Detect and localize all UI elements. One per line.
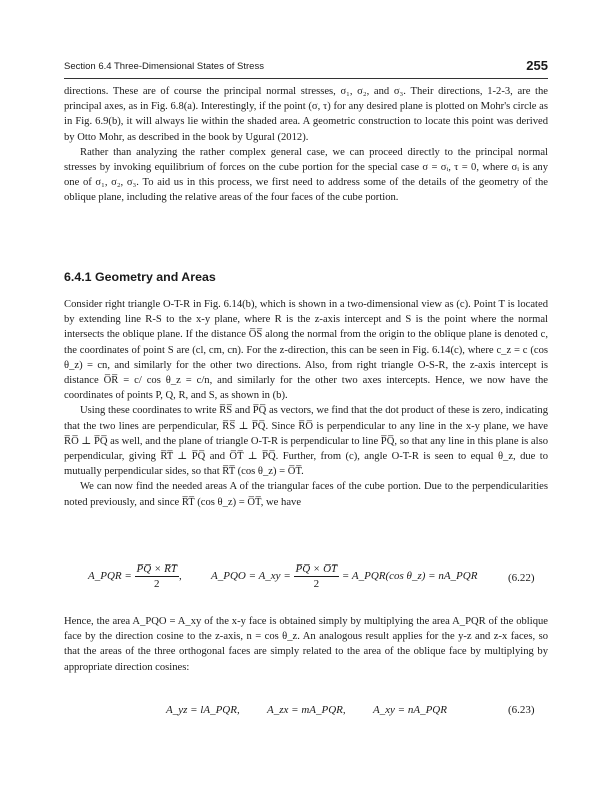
after-equation-text bbox=[64, 614, 548, 675]
eq622-frac2-den: 2 bbox=[313, 578, 320, 590]
top-text bbox=[64, 84, 548, 206]
page-number: 255 bbox=[526, 58, 548, 73]
equation-6-23 bbox=[166, 704, 447, 716]
equation-number-6-22: (6.22) bbox=[508, 572, 535, 584]
paragraph-2: Rather than analyzing the rather complex general case, we can proceed directly to the principal normal stresses by invoking equilibrium of forces on the cube portion for the special case σ = σᵢ, τ = 0, where σᵢ is any one of σ₁, σ₂, σ₃. To aid us in this process, we first need to address some of the details of the geometry of the oblique plane, including the relative areas of the four faces of the cube portion. bbox=[64, 146, 548, 204]
eq622-fraction-2 bbox=[294, 563, 340, 590]
eq622-lhs2: A_PQO = A_xy = bbox=[211, 570, 291, 583]
section-label: Section 6.4 Three-Dimensional States of Stress bbox=[64, 61, 264, 72]
geometry-text bbox=[64, 297, 548, 510]
eq623-part1: A_yz = lA_PQR, bbox=[166, 704, 240, 716]
paragraph-4: Using these coordinates to write R̅S̅ and P̅Q̅ as vectors, we find that the dot product of these is zero, indicating that the two lines are perpendicular, R̅S̅ ⊥ P̅Q̅. Since R̅O̅ is perpendicular to any line in the x-y plane, we have R̅O̅ ⊥ P̅Q̅ as well, and the plane of triangle O-T-R is perpendicular to line P̅Q̅, so that any line in this plane is also perpendicular, giving R̅T̅ ⊥ P̅Q̅ and O̅T̅ ⊥ P̅Q̅. Further, from (c), angle O-T-R is seen to equal θ_z, due to mutually perpendicular sides, so that R̅T̅ (cos θ_z) = O̅T̅. bbox=[64, 405, 548, 478]
paragraph-1: directions. These are of course the principal normal stresses, σ₁, σ₂, and σ₃. Their directions, 1-2-3, are the principal axes, as in Fig. 6.8(a). Interestingly, if the point (σ, τ) for any desired plane is plotted on Mohr's circle as in Fig. 6.9(b), it will always lie within the shaded area. A geometric construction to locate this point was derived by Otto Mohr, as described in the book by Ugural (2012). bbox=[64, 86, 548, 143]
eq622-sep: , bbox=[178, 570, 182, 583]
eq623-part2: A_zx = mA_PQR, bbox=[267, 704, 346, 716]
eq622-frac1-num: P̅Q̅ × R̅T̅ bbox=[136, 563, 177, 575]
equation-6-22 bbox=[88, 563, 477, 590]
eq622-lhs1: A_PQR = bbox=[88, 570, 132, 583]
equation-number-6-23: (6.23) bbox=[508, 704, 535, 716]
paragraph-6: Hence, the area A_PQO = A_xy of the x-y face is obtained simply by multiplying the area A_PQR of the oblique face by the direction cosine to the z-axis, n = cos θ_z. An analogous result applies for the y-z and z-x faces, so that the areas of the three orthogonal faces are simply related to the area of the oblique face by multiplying by appropriate direction cosines: bbox=[64, 616, 548, 673]
eq622-fraction-1 bbox=[135, 563, 179, 590]
paragraph-5: We can now find the needed areas A of the triangular faces of the cube portion. Due to the perpendicularities noted previously, and since R̅T̅ (cos θ_z) = O̅T̅, we have bbox=[64, 481, 548, 508]
running-header bbox=[64, 58, 548, 79]
eq622-frac2-num: P̅Q̅ × O̅T̅ bbox=[295, 563, 338, 575]
paragraph-3: Consider right triangle O-T-R in Fig. 6.14(b), which is shown in a two-dimensional view as (c). Point T is located by extending line R-S to the x-y plane, where R is the z-axis intercept and S is the point where the normal intersects the oblique plane. If the distance O̅S̅ along the normal from the origin to the oblique plane is denoted c, the coordinates of point S are (cl, cm, cn). For the z-direction, this can be seen in Fig. 6.14(c), where c_z = c (cos θ_z) = cn, and similarly for the other two directions. Also, from right triangle O-S-R, the z-axis intercept is distance O̅R̅ = c/ cos θ_z = c/n, and similarly for the other two axes intercepts. Hence, we now have the coordinates of points P, Q, R, and S, as shown in (b). bbox=[64, 299, 548, 402]
eq622-frac1-den: 2 bbox=[154, 578, 160, 590]
eq622-rhs: = A_PQR(cos θ_z) = nA_PQR bbox=[341, 570, 478, 583]
eq623-part3: A_xy = nA_PQR bbox=[372, 704, 447, 716]
section-heading: 6.4.1 Geometry and Areas bbox=[64, 270, 216, 284]
